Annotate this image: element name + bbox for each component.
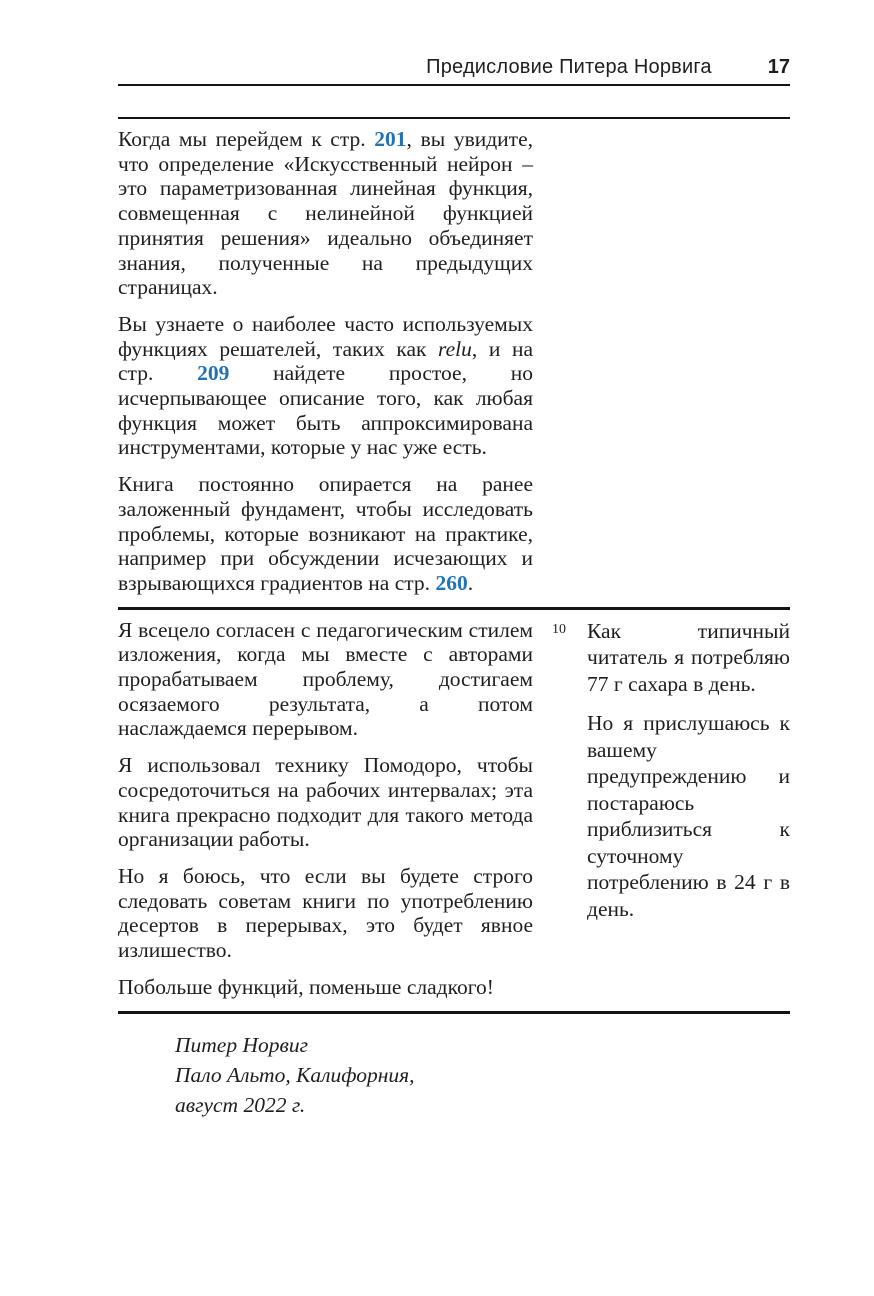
paragraph-6: Но я боюсь, что если вы будете строго следовать советам книги по употреблению десертов в перерывах, это будет явное излишество. [118, 863, 533, 963]
paragraph-2-text-a: Вы узнаете о наиболее часто используемых функциях решателей, таких как [118, 311, 533, 361]
footnote-paragraph-1: Как типичный читатель я потребляю 77 г сахара в день. [587, 618, 790, 696]
paragraph-7: Побольше функций, поменьше сладкого! [118, 974, 494, 999]
margin-note [533, 618, 790, 1000]
paragraph-1-text-a: Когда мы перейдем к стр. [118, 127, 375, 151]
footnote-paragraph-2: Но я прислушаюсь к вашему предупреждению и постараюсь приблизиться к суточному потреблению в 24 г в день. [587, 711, 790, 921]
paragraph-3-text-a: Книга постоянно опирается на ранее заложенный фундамент, чтобы исследовать проблемы, которые возникают на практике, например при обсуждении исчезающих и взрывающихся градиентов на стр. [118, 472, 533, 595]
running-head-title: Предисловие Питера Норвига [426, 56, 712, 78]
book-page [0, 56, 874, 1296]
paragraph-4: Я всецело согласен с педагогическим стилем изложения, когда мы вместе с авторами прорабатываем проблему, достигаем осязаемого результата, а потом наслаждаемся перерывом. [118, 617, 533, 741]
paragraph-5: Я использовал технику Помодоро, чтобы сосредоточиться на рабочих интервалах; эта книга прекрасно подходит для такого метода организации работы. [118, 753, 533, 852]
page-number: 17 [767, 56, 790, 78]
paragraph-1-text-b: , вы увидите, что определение «Искусственный нейрон – это параметризованная линейная функция, совмещенная с нелинейной функцией принятия решения» идеально объединяет знания, полученные на предыдущих страницах. [118, 127, 533, 300]
main-text-column [118, 618, 533, 1000]
section-bottom [118, 610, 790, 1011]
page-ref-link-209[interactable]: 209 [197, 361, 230, 386]
relu-term: relu [438, 336, 472, 361]
paragraph-1 [118, 127, 533, 300]
paragraph-3 [118, 472, 533, 596]
signature-block [175, 1030, 790, 1120]
signature-location: Пало Альто, Калифорния, [175, 1062, 415, 1087]
page-ref-link-260[interactable]: 260 [435, 570, 468, 595]
section-top [118, 119, 533, 607]
page-ref-link-201[interactable]: 201 [374, 127, 407, 151]
footnote-marker: 10 [552, 621, 566, 637]
paragraph-2-text-b: , и на стр. [118, 336, 533, 386]
signature-date: август 2022 г. [175, 1092, 306, 1117]
paragraph-2 [118, 312, 533, 460]
paragraph-2-text-c: найдете простое, но исчерпывающее описание того, как любая функция может быть аппроксимирована инструментами, которые у нас уже есть. [118, 361, 533, 460]
footnote-body [587, 618, 790, 923]
page-header [118, 56, 790, 86]
content-bottom-rule [118, 1011, 790, 1014]
paragraph-3-text-b: . [467, 570, 474, 595]
signature-name: Питер Норвиг [175, 1032, 308, 1057]
